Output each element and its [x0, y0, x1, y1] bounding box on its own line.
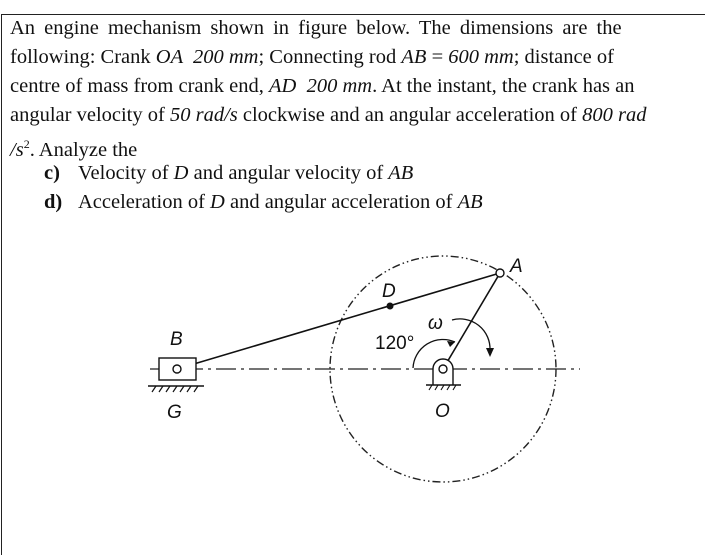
text: D — [173, 162, 189, 184]
angle-arrow-head — [447, 341, 455, 347]
text: and angular velocity of — [188, 162, 389, 184]
point-d — [387, 303, 394, 310]
text: clockwise and an angular acceleration of — [237, 104, 583, 126]
text: . Analyze the — [29, 138, 138, 161]
text: AB — [401, 46, 427, 68]
pin-o — [439, 365, 447, 373]
text: AB — [388, 162, 414, 184]
item-marker: c) — [44, 162, 60, 184]
text: ; distance of — [513, 46, 614, 68]
text: ; Connecting rod — [258, 46, 402, 68]
label-angle: 120° — [375, 333, 415, 354]
text: following: Crank — [10, 46, 156, 68]
text: 200 mm — [296, 75, 373, 97]
text: Acceleration of — [78, 191, 211, 213]
label-a: A — [510, 256, 523, 277]
pin-a — [496, 269, 504, 277]
label-g: G — [167, 402, 182, 423]
item-marker: d) — [44, 191, 63, 213]
ground-hatch-g — [152, 386, 198, 392]
omega-arrow-head — [486, 348, 494, 357]
text: 2 — [23, 137, 30, 151]
label-o: O — [435, 401, 450, 422]
text: OA — [155, 46, 183, 68]
text: AD — [269, 75, 297, 97]
text: An engine mechanism shown in figure below. The dimensions are the — [10, 17, 622, 39]
label-b: B — [170, 329, 183, 350]
text: 200 mm — [182, 46, 259, 68]
label-d: D — [382, 281, 396, 302]
text: D — [210, 191, 225, 213]
text: angular velocity of — [10, 104, 170, 126]
text: . At the instant, the crank has an — [372, 75, 635, 97]
text: and angular acceleration of — [224, 191, 458, 213]
text: Velocity of — [78, 162, 174, 184]
text: 50 rad/s — [169, 104, 238, 126]
text: = — [426, 46, 449, 68]
label-omega: ω — [428, 313, 443, 334]
text: AB — [457, 191, 483, 213]
text: centre of mass from crank end, — [10, 75, 269, 97]
text: 600 mm — [448, 46, 514, 68]
text: /s — [10, 138, 24, 161]
text: 800 rad — [582, 104, 647, 126]
pin-b — [173, 365, 181, 373]
